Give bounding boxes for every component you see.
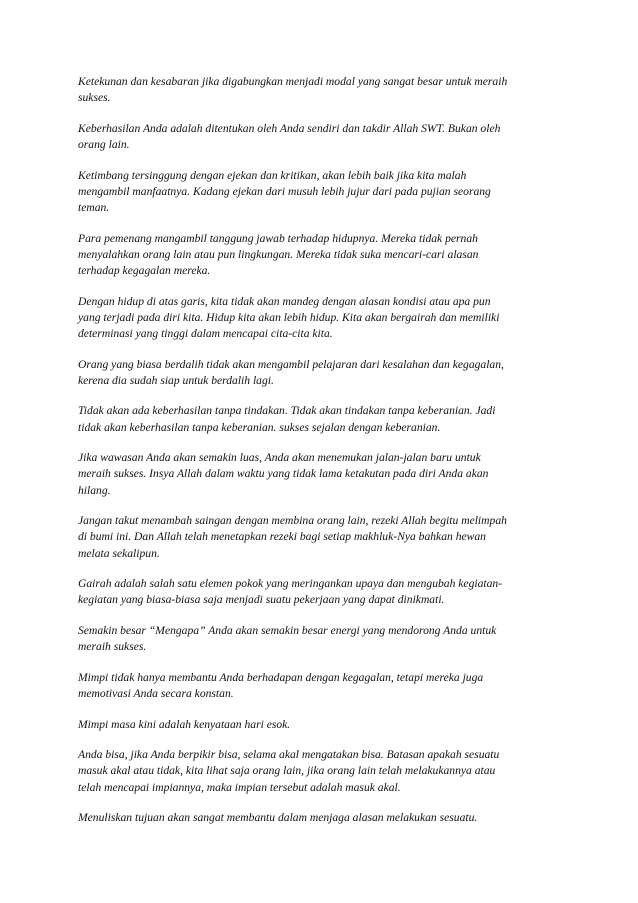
paragraph: Gairah adalah salah satu elemen pokok yang meringankan upaya dan mengubah kegiatan- kegiatan yang biasa-biasa saja menjadi suatu pekerjaan yang dapat dinikmati. xyxy=(78,577,503,607)
paragraph: Tidak akan ada keberhasilan tanpa tindakan. Tidak akan tindakan tanpa keberanian. Jadi tidak akan keberhasilan tanpa keberanian. sukses sejalan dengan keberanian. xyxy=(78,404,496,434)
paragraph: Menuliskan tujuan akan sangat membantu dalam menjaga alasan melakukan sesuatu. xyxy=(78,811,478,825)
paragraph: Semakin besar “Mengapa” Anda akan semakin besar energi yang mendorong Anda untuk meraih sukses. xyxy=(78,623,497,654)
paragraph: Dengan hidup di atas garis, kita tidak akan mandeg dengan alasan kondisi atau apa pun yang terjadi pada diri kita. Hidup kita akan lebih hidup. Kita akan bergairah dan memiliki determinasi yang tinggi dalam mencapai cita-cita kita. xyxy=(78,294,500,340)
paragraph: Ketekunan dan kesabaran jika digabungkan menjadi modal yang sangat besar untuk meraih sukses. xyxy=(78,75,508,105)
paragraph: Jika wawasan Anda akan semakin luas, Anda akan menemukan jalan-jalan baru untuk meraih sukses. Insya Allah dalam waktu yang tidak lama ketakutan pada diri Anda akan hilang. xyxy=(78,451,489,497)
paragraph: Mimpi masa kini adalah kenyataan hari esok. xyxy=(78,717,291,731)
paragraph: Ketimbang tersinggung dengan ejekan dan kritikan, akan lebih baik jika kita malah mengambil manfaatnya. Kadang ejekan dari musuh lebih jujur dari pada pujian seorang teman. xyxy=(78,168,491,214)
paragraph: Jangan takut menambah saingan dengan membina orang lain, rezeki Allah begitu melimpah di bumi ini. Dan Allah telah menetapkan rezeki bagi setiap makhluk-Nya bahkan hewan melata sekalipun. xyxy=(78,514,507,560)
paragraph: Keberhasilan Anda adalah ditentukan oleh Anda sendiri dan takdir Allah SWT. Bukan oleh orang lain. xyxy=(78,121,501,151)
paragraph: Para pemenang mangambil tanggung jawab terhadap hidupnya. Mereka tidak pernah menyalahkan orang lain atau pun lingkungan. Mereka tidak suka mencari-cari alasan terhadap kegagalan mereka. xyxy=(78,231,479,277)
document-body xyxy=(78,74,568,841)
paragraph: Orang yang biasa berdalih tidak akan mengambil pelajaran dari kesalahan dan kegagalan, kerena dia sudah siap untuk berdalih lagi. xyxy=(78,357,504,387)
paragraph: Mimpi tidak hanya membantu Anda berhadapan dengan kegagalan, tetapi mereka juga memotivasi Anda secara konstan. xyxy=(78,670,484,700)
paragraph: Anda bisa, jika Anda berpikir bisa, selama akal mengatakan bisa. Batasan apakah sesuatu masuk akal atau tidak, kita lihat saja orang lain, jika orang lain telah melakukannya atau telah mencapai impiannya, maka impian tersebut adalah masuk akal. xyxy=(78,748,500,794)
